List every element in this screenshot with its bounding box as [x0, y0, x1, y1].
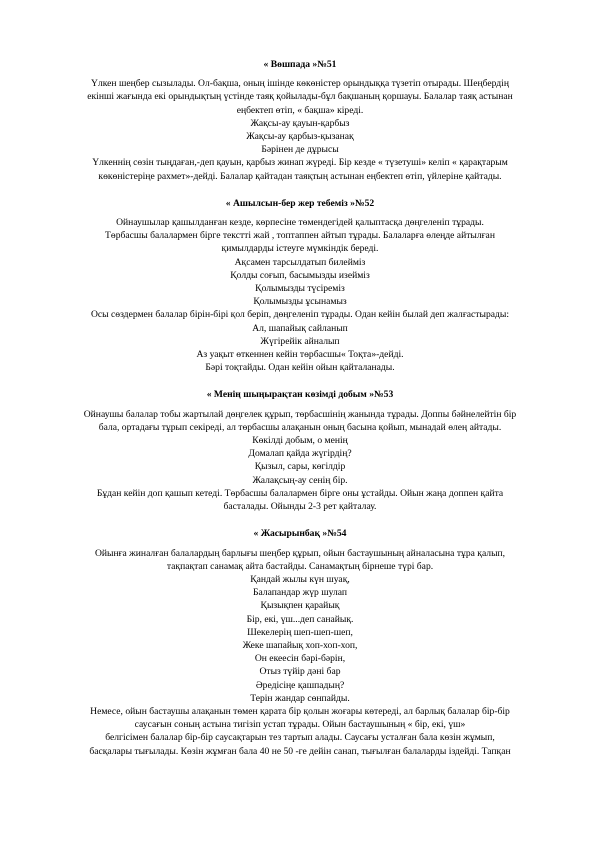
text-line: Жалақсың-ау сенің бір.: [252, 474, 348, 486]
text-line: тақпақтап санамақ айта бастайды. Санамақтың бірнеше түрі бар.: [166, 560, 434, 572]
text-line: Отыз түйір дәні бар: [259, 666, 341, 678]
section-1: [62, 58, 538, 183]
text-line: Немесе, ойын бастаушы алақанын төмен қарата бір қолын жоғары көтереді, ал барлық балалар бір-бір: [90, 705, 510, 717]
text-line: Ойынға жиналған балалардың барлығы шеңбер құрып, ойын бастаушының айналасына тұра қалып,: [94, 547, 506, 559]
text-line: еңбектеп өтіп, « бақша» кіреді.: [236, 104, 364, 116]
text-line: Ақсамен тарсылдатып билейміз: [234, 256, 366, 268]
section-4: [62, 527, 538, 757]
text-line: Төрбасшы балалармен бірге текстті жай , топтаппен айтып тұрады. Балаларға өлеңде айтылған: [105, 230, 495, 242]
text-line: Ойнаушы балалар тобы жартылай дөңгелек құрып, төрбасшінің жанында тұрады. Доппы бәйнелейтін бір: [83, 408, 517, 420]
section-3: [62, 388, 538, 513]
text-line: басталады. Ойынды 2-3 рет қайталау.: [223, 501, 377, 513]
text-line: бала, ортадағы тұрып секіреді, ал төрбасшы алақанын оның басына қойып, мынадай өлең айтады.: [98, 421, 502, 433]
text-line: Қандай жылы күн шуақ,: [250, 573, 350, 585]
section-title: « Ашылсын-бер жер тебеміз »№52: [225, 197, 375, 209]
text-line: Аз уақыт өткеннен кейін төрбасшы« Тоқта»-дейді.: [196, 349, 404, 361]
text-line: Үлкен шеңбер сызылады. Ол-бақша, оның ішінде көкөністер орындыққа түзетіп отырады. Шеңбердің: [91, 78, 509, 90]
text-line: басқалары тығылады. Көзін жұмған бала 40 не 50 -ге дейін санап, тығылған балаларды іздейді. Тапқан: [89, 745, 511, 757]
text-line: Жақсы-ау қарбыз-қызанақ: [246, 131, 354, 143]
section-spacer: [62, 378, 538, 384]
text-line: Көкілді добым, о менің: [252, 435, 348, 447]
text-line: Қолымызды ұсынамыз: [253, 296, 347, 308]
text-line: саусағын соның астына тигізіп устап тұрады. Ойын бастаушының « бір, екі, үш»: [134, 719, 466, 731]
section-2: [62, 197, 538, 375]
text-line: Жүгірейік айналып: [260, 335, 340, 347]
text-line: Терін жандар сөнпайды.: [250, 692, 350, 704]
section-title: « Жасырынбақ »№54: [253, 528, 347, 540]
text-line: Шекелерің шеп-шеп-шеп,: [247, 626, 353, 638]
text-line: Он екеесін бәрі-бәрін,: [254, 653, 346, 665]
text-line: Жеке шапайық хоп-хоп-хоп,: [242, 639, 358, 651]
text-line: Балапандар жүр шулап: [252, 587, 348, 599]
text-line: белгісімен балалар бір-бір саусақтарын тез тартып алады. Саусағы усталған бала көзін жұмып,: [105, 732, 495, 744]
document-body: [62, 54, 538, 762]
section-title: « Вөшпада »№51: [263, 59, 337, 70]
text-line: Бәрі тоқтайды. Одан кейін ойын қайталанады.: [205, 362, 395, 374]
section-spacer: [62, 187, 538, 193]
text-line: Ал, шапайық сайланып: [252, 322, 348, 334]
text-line: екінші жағында екі орындықтың үстінде таяқ қойылады-бұл бақшаның қоршауы. Балалар таяқ астынан: [87, 91, 513, 103]
text-line: Бұдан кейін доп қашып кетеді. Төрбасшы балалармен бірге оны ұстайды. Ойын жаңа доппен қайта: [96, 487, 504, 499]
text-line: Домалап қайда жүгірдің?: [248, 448, 352, 460]
text-line: Үлкеннің сөзін тыңдаған,-деп қауын, қарбыз жинап жүреді. Бір кезде « түзетуші» келіп « қарақтарым: [92, 157, 508, 169]
text-line: қимылдарды істеуге мүмкіндік береді.: [221, 243, 379, 255]
text-line: Әредісіңе қашпадың?: [255, 679, 345, 691]
text-line: Қолды соғып, басымызды изейміз: [230, 269, 370, 281]
text-line: көкөністеріңе рахмет»-дейді. Балалар қайтадан таяқтың астынан еңбектеп өтіп, үйлеріне қайтады.: [98, 170, 502, 182]
text-line: Қолымызды түсіреміз: [255, 283, 345, 295]
text-line: Ойнаушылар қашылданған кезде, көрпесіне төмендегідей қалыптасқа дөңгеленіп тұрады.: [116, 217, 484, 229]
section-title: « Менің шыңырақтан көзімді добым »№53: [206, 389, 394, 401]
text-line: Қызыл, сары, көгілдір: [254, 461, 346, 473]
text-line: Қызықпен қарайық: [260, 600, 340, 612]
text-line: Жақсы-ау қауын-қарбыз: [250, 117, 350, 129]
section-spacer: [62, 517, 538, 523]
text-line: Бір, екі, үш...деп санайық.: [246, 613, 354, 625]
text-line: Бәрінен де дұрысы: [261, 144, 339, 156]
text-line: Осы сөздермен балалар бірін-бірі қол беріп, дөңгеленіп тұрады. Одан кейін былай деп жалғастырады:: [90, 309, 509, 321]
